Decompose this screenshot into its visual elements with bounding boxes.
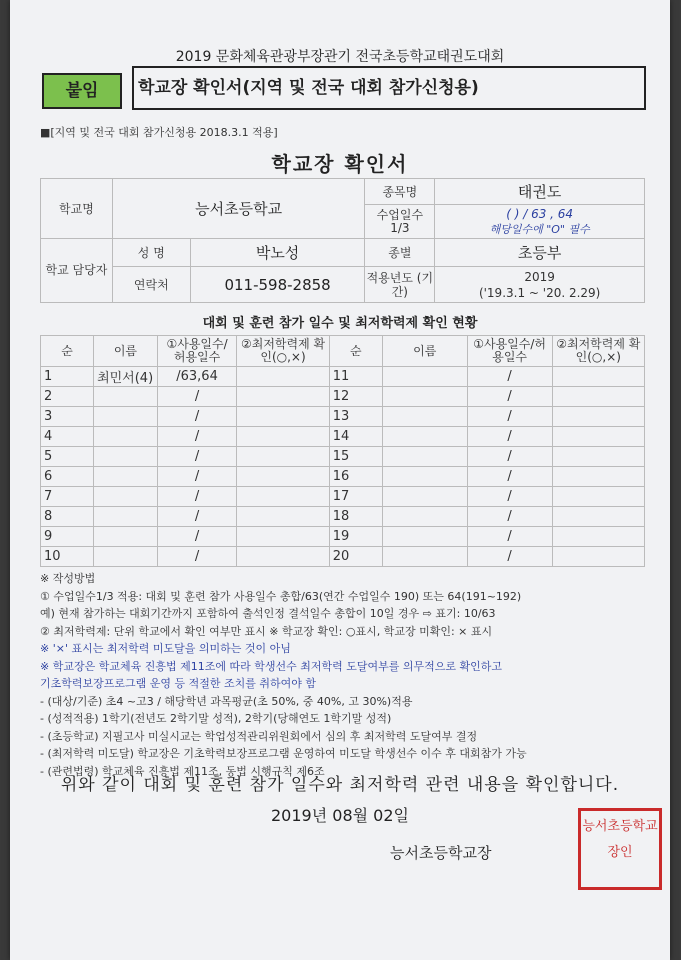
name-label: 성 명 bbox=[112, 239, 190, 267]
row-check bbox=[552, 367, 644, 387]
row-days: / bbox=[467, 367, 552, 387]
row-number: 14 bbox=[329, 427, 382, 447]
row-number: 15 bbox=[329, 447, 382, 467]
row-check bbox=[237, 367, 329, 387]
note-line: ① 수업일수1/3 적용: 대회 및 훈련 참가 사용일수 총합/63(연간 수업일수 190) 또는 64(191~192) bbox=[40, 589, 522, 603]
note-line: ※ 학교장은 학교체육 진흥법 제11조에 따라 학생선수 최저학력 도달여부를 의무적으로 확인하고 bbox=[40, 659, 502, 673]
row-days: / bbox=[467, 387, 552, 407]
confirmation-text: 위와 같이 대회 및 훈련 참가 일수와 최저학력 관련 내용을 확인합니다. bbox=[60, 775, 620, 795]
row-number: 12 bbox=[329, 387, 382, 407]
row-days: / bbox=[467, 507, 552, 527]
days-note: 해당일수에 "O" 필수 bbox=[489, 222, 590, 236]
row-days: / bbox=[157, 527, 237, 547]
row-name bbox=[382, 467, 467, 487]
col-name-header: 이름 bbox=[94, 336, 158, 367]
row-check bbox=[552, 427, 644, 447]
period-value: ('19.3.1 ~ '20. 2.29) bbox=[478, 285, 601, 300]
note-line: ※ 작성방법 bbox=[40, 572, 96, 585]
row-check bbox=[552, 487, 644, 507]
row-check bbox=[237, 447, 329, 467]
note-line: 예) 현재 참가하는 대회기간까지 포함하여 출석인정 결석일수 총합이 10일 경우 ⇨ 표기: 10/63 bbox=[40, 607, 496, 620]
row-number: 20 bbox=[329, 547, 382, 567]
row-name bbox=[94, 487, 158, 507]
event-title: 2019 문화체육관광부장관기 전국초등학교태권도대회 bbox=[175, 49, 505, 65]
row-number: 5 bbox=[41, 447, 94, 467]
note-line: - (관련법령) 학교체육 진흥법 제11조, 동법 시행규칙 제6조 bbox=[40, 764, 325, 778]
official-seal bbox=[578, 808, 662, 890]
row-name bbox=[382, 427, 467, 447]
table-row bbox=[41, 447, 645, 467]
row-days: /63,64 bbox=[157, 367, 237, 387]
document-title: 학교장 확인서 bbox=[271, 152, 409, 176]
school-value: 능서초등학교 bbox=[112, 179, 365, 239]
seal-text: 능서초등학교장인 bbox=[582, 819, 658, 860]
row-number: 4 bbox=[41, 427, 94, 447]
row-days: / bbox=[157, 487, 237, 507]
row-days: / bbox=[467, 527, 552, 547]
row-number: 17 bbox=[329, 487, 382, 507]
info-table bbox=[40, 178, 645, 303]
col-num-header: 순 bbox=[329, 336, 382, 367]
row-check bbox=[552, 447, 644, 467]
row-name bbox=[382, 507, 467, 527]
row-days: / bbox=[157, 447, 237, 467]
form-subtitle: ■[지역 및 전국 대회 참가신청용 2018.3.1 적용] bbox=[40, 126, 278, 139]
table-row bbox=[41, 427, 645, 447]
row-number: 1 bbox=[41, 367, 94, 387]
row-name bbox=[94, 507, 158, 527]
row-check bbox=[237, 507, 329, 527]
col-check-header: ②최저학력제 확인(○,×) bbox=[552, 336, 644, 367]
row-check bbox=[237, 527, 329, 547]
note-line: - (성적적용) 1학기(전년도 2학기말 성적), 2학기(당해연도 1학기말 성적) bbox=[40, 712, 392, 725]
row-number: 10 bbox=[41, 547, 94, 567]
row-name bbox=[382, 407, 467, 427]
name-value: 박노성 bbox=[190, 239, 365, 267]
col-check-header: ②최저학력제 확인(○,×) bbox=[237, 336, 329, 367]
form-title: 학교장 확인서(지역 및 전국 대회 참가신청용) bbox=[138, 78, 479, 98]
row-days: / bbox=[467, 447, 552, 467]
row-days: / bbox=[467, 487, 552, 507]
row-number: 2 bbox=[41, 387, 94, 407]
row-days: / bbox=[157, 427, 237, 447]
row-number: 8 bbox=[41, 507, 94, 527]
table-row bbox=[41, 527, 645, 547]
division-label: 종별 bbox=[365, 239, 435, 267]
attachment-badge: 붙임 bbox=[42, 73, 122, 109]
row-number: 9 bbox=[41, 527, 94, 547]
contact-value: 011-598-2858 bbox=[190, 267, 365, 303]
row-number: 16 bbox=[329, 467, 382, 487]
row-name bbox=[382, 487, 467, 507]
row-name bbox=[382, 367, 467, 387]
row-number: 3 bbox=[41, 407, 94, 427]
row-days: / bbox=[467, 407, 552, 427]
row-days: / bbox=[157, 387, 237, 407]
contact-label: 연락처 bbox=[112, 267, 190, 303]
row-check bbox=[237, 487, 329, 507]
col-name-header: 이름 bbox=[382, 336, 467, 367]
row-days: / bbox=[467, 467, 552, 487]
year-label: 적용년도 (기간) bbox=[365, 267, 435, 303]
row-days: / bbox=[467, 427, 552, 447]
table-row bbox=[41, 547, 645, 567]
col-days-header: ①사용일수/허용일수 bbox=[157, 336, 237, 367]
row-name bbox=[382, 547, 467, 567]
row-check bbox=[552, 547, 644, 567]
signer-name: 능서초등학교장 bbox=[390, 844, 492, 862]
division-value: 초등부 bbox=[435, 239, 645, 267]
table-row bbox=[41, 407, 645, 427]
row-days: / bbox=[157, 547, 237, 567]
table-caption: 대회 및 훈련 참가 일수 및 최저학력제 확인 현황 bbox=[202, 316, 478, 331]
row-check bbox=[552, 527, 644, 547]
row-check bbox=[237, 387, 329, 407]
row-number: 7 bbox=[41, 487, 94, 507]
row-number: 11 bbox=[329, 367, 382, 387]
event-value: 태권도 bbox=[435, 179, 645, 205]
row-check bbox=[552, 507, 644, 527]
row-name bbox=[94, 407, 158, 427]
days-label: 수업일수 1/3 bbox=[365, 205, 435, 239]
row-name bbox=[94, 527, 158, 547]
table-row bbox=[41, 487, 645, 507]
row-name bbox=[382, 527, 467, 547]
note-line: - (초등학교) 지필고사 미실시교는 학업성적관리위원회에서 심의 후 최저학력 도달여부 결정 bbox=[40, 729, 478, 743]
col-num-header: 순 bbox=[41, 336, 94, 367]
col-days-header: ①사용일수/허용일수 bbox=[467, 336, 552, 367]
row-check bbox=[237, 467, 329, 487]
row-days: / bbox=[157, 407, 237, 427]
note-line: - (최저학력 미도달) 학교장은 기초학력보장프로그램 운영하여 미도달 학생선수 이수 후 대회참가 가능 bbox=[40, 747, 527, 760]
note-line: ※ '×' 표시는 최저학력 미도달을 의미하는 것이 아님 bbox=[40, 642, 291, 655]
row-check bbox=[552, 387, 644, 407]
table-row bbox=[41, 507, 645, 527]
row-number: 19 bbox=[329, 527, 382, 547]
row-check bbox=[237, 547, 329, 567]
row-name bbox=[94, 427, 158, 447]
row-check bbox=[552, 467, 644, 487]
year-value: 2019 bbox=[524, 269, 555, 284]
row-check bbox=[237, 427, 329, 447]
row-days: / bbox=[157, 467, 237, 487]
note-line: - (대상/기준) 초4 ~고3 / 해당학년 과목평균(초 50%, 중 40%, 고 30%)적용 bbox=[40, 694, 413, 708]
row-number: 6 bbox=[41, 467, 94, 487]
note-line: ② 최저학력제: 단위 학교에서 확인 여부만 표시 ※ 학교장 확인: ○표시, 학교장 미확인: × 표시 bbox=[40, 624, 493, 638]
document-page bbox=[10, 0, 670, 960]
school-label: 학교명 bbox=[41, 179, 113, 239]
participation-table bbox=[40, 335, 645, 567]
row-name bbox=[382, 447, 467, 467]
row-name: 최민서(4) bbox=[94, 367, 158, 387]
row-name bbox=[94, 547, 158, 567]
instructions bbox=[40, 570, 660, 780]
event-label: 종목명 bbox=[365, 179, 435, 205]
row-number: 13 bbox=[329, 407, 382, 427]
row-check bbox=[552, 407, 644, 427]
table-row bbox=[41, 367, 645, 387]
table-row bbox=[41, 467, 645, 487]
row-name bbox=[94, 387, 158, 407]
row-days: / bbox=[467, 547, 552, 567]
row-name bbox=[94, 467, 158, 487]
row-name bbox=[382, 387, 467, 407]
manager-label: 학교 담당자 bbox=[41, 239, 113, 303]
days-value: ( ) / 63 , 64 bbox=[506, 206, 574, 221]
table-row bbox=[41, 387, 645, 407]
issue-date: 2019년 08월 02일 bbox=[271, 806, 409, 825]
row-name bbox=[94, 447, 158, 467]
note-line: 기초학력보장프로그램 운영 등 적절한 조치를 취하여야 함 bbox=[40, 677, 317, 690]
row-number: 18 bbox=[329, 507, 382, 527]
row-check bbox=[237, 407, 329, 427]
row-days: / bbox=[157, 507, 237, 527]
